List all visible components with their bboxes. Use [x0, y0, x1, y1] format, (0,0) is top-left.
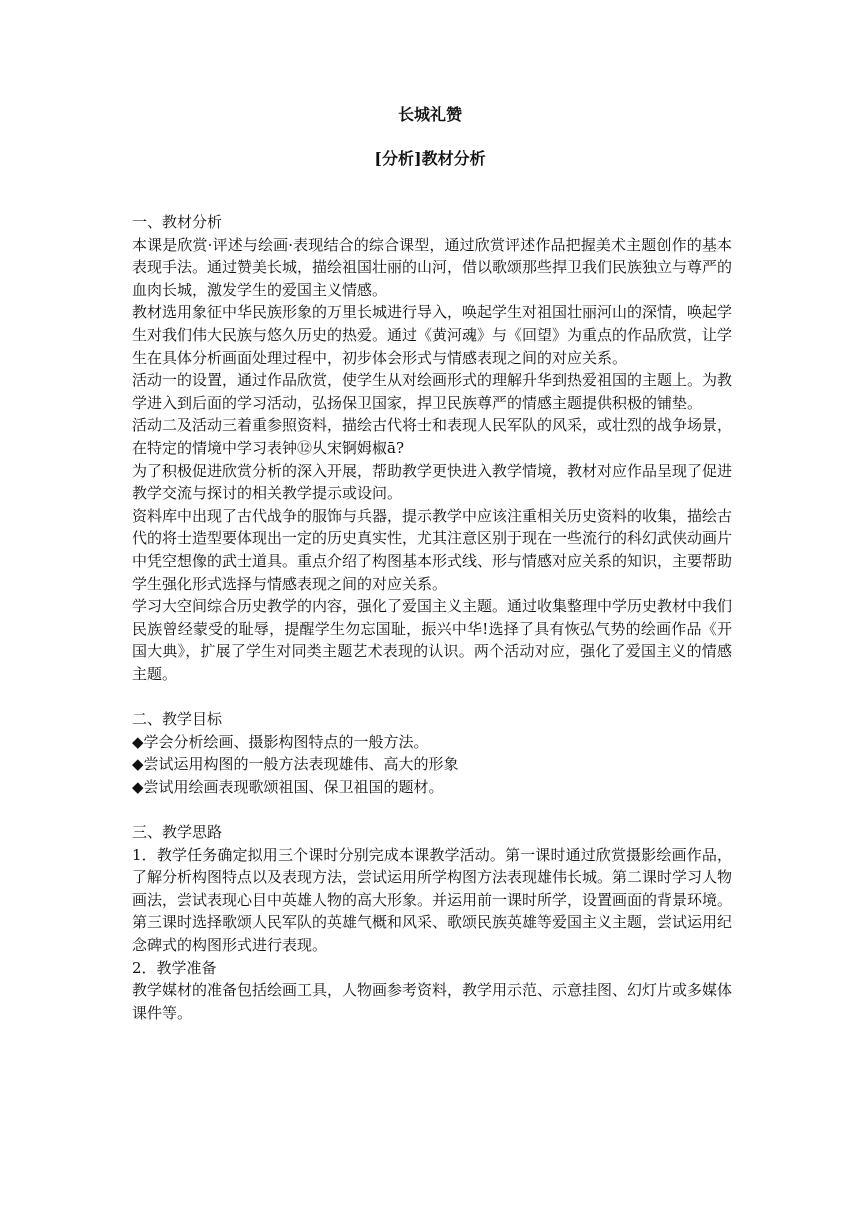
- paragraph: 活动二及活动三着重参照资料，描绘古代将士和表现人民军队的风采，或壮烈的战争场景，在特定的情境中学习表钟⑫乆宋锕姆椒ā?: [132, 416, 733, 457]
- paragraph: 教材选用象征中华民族形象的万里长城进行导入，唤起学生对祖国壮丽河山的深情，唤起学生对我们伟大民族与悠久历史的热爱。通过《黄河魂》与《回望》为重点的作品欣赏，让学生在具体分析画面处理过程中，初步体会形式与情感表现之间的对应关系。: [132, 303, 733, 367]
- approach-item-text: 教学媒材的准备包括绘画工具，人物画参考资料，教学用示范、示意挂图、幻灯片或多媒体课件等。: [132, 981, 733, 1022]
- section-heading-goals: 二、教学目标: [132, 710, 223, 729]
- spacer: [132, 798, 732, 821]
- paragraph: 本课是欣赏·评述与绘画·表现结合的综合课型，通过欣赏评述作品把握美术主题创作的基本表现手法。通过赞美长城，描绘祖国壮丽的山河，借以歌颂那些捍卫我们民族独立与尊严的血肉长城，激发学生的爱国主义情感。: [132, 235, 733, 299]
- spacer: [132, 685, 732, 708]
- document-body: [132, 211, 732, 1024]
- approach-item-heading: 2．教学准备: [132, 958, 217, 977]
- goal-item: ◆尝试运用构图的一般方法表现雄伟、高大的形象: [132, 755, 459, 774]
- goal-item: ◆学会分析绘画、摄影构图特点的一般方法。: [132, 732, 429, 751]
- section-heading-approach: 三、教学思路: [132, 823, 223, 842]
- section-heading-analysis: 一、教材分析: [132, 213, 223, 231]
- paragraph: 为了积极促进欣赏分析的深入开展，帮助教学更快进入教学情境，教材对应作品呈现了促进教学交流与探讨的相关教学提示或设问。: [132, 461, 733, 503]
- goal-item: ◆尝试用绘画表现歌颂祖国、保卫祖国的题材。: [132, 777, 444, 796]
- document-title: 长城礼赞: [397, 105, 462, 124]
- paragraph: 资料库中出现了古代战争的服饰与兵器，提示教学中应该注重相关历史资料的收集，描绘古代的将士造型要体现出一定的历史真实性，尤其注意区别于现在一些流行的科幻武侠动画片中凭空想像的武士道具。重点介绍了构图基本形式线、形与情感对应关系的知识，主要帮助学生强化形式选择与情感表现之间的对应关系。: [132, 506, 733, 593]
- paragraph: 学习大空间综合历史教学的内容，强化了爱国主义主题。通过收集整理中学历史教材中我们民族曾经蒙受的耻辱，提醒学生勿忘国耻，振兴中华!选择了具有恢弘气势的绘画作品《开国大典》，扩展了学生对同类主题艺术表现的认识。两个活动对应，强化了爱国主义的情感主题。: [132, 597, 733, 683]
- paragraph: 活动一的设置，通过作品欣赏，使学生从对绘画形式的理解升华到热爱祖国的主题上。为教学进入到后面的学习活动，弘扬保卫国家，捍卫民族尊严的情感主题提供积极的铺垫。: [132, 371, 733, 412]
- approach-item: 1．教学任务确定拟用三个课时分别完成本课教学活动。第一课时通过欣赏摄影绘画作品，了解分析构图特点以及表现方法，尝试运用所学构图方法表现雄伟长城。第二课时学习人物画法，尝试表现心目中英雄人物的高大形象。并运用前一课时所学，设置画面的背景环境。第三课时选择歌颂人民军队的英雄气概和风采、歌颂民族英雄等爱国主义主题，尝试运用纪念碑式的构图形式进行表现。: [132, 845, 733, 954]
- document-subtitle: [分析]教材分析: [374, 149, 486, 168]
